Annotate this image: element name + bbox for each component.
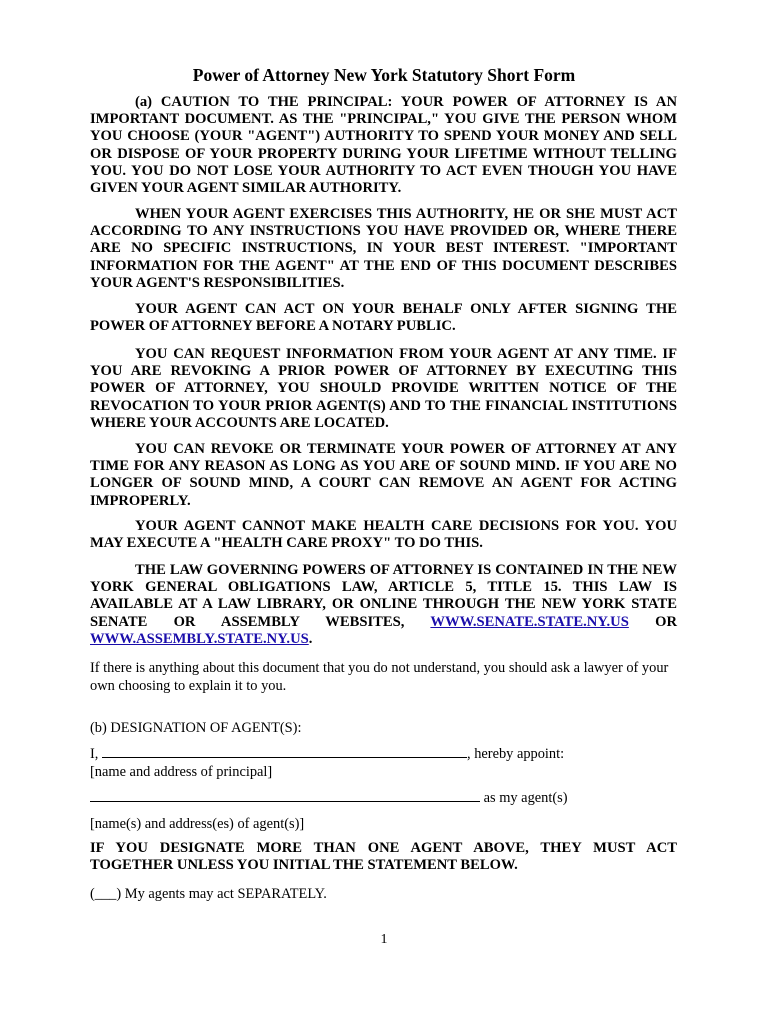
assembly-website-link[interactable]: WWW.ASSEMBLY.STATE.NY.US [90, 630, 309, 647]
health-care-paragraph: YOUR AGENT CANNOT MAKE HEALTH CARE DECISIONS FOR YOU. YOU MAY EXECUTE A "HEALTH CARE PROXY" TO DO THIS. [90, 518, 677, 552]
agent-line: as my agent(s) [90, 789, 680, 807]
agent-caption: [name(s) and address(es) of agent(s)] [90, 816, 305, 832]
governing-law-paragraph: THE LAW GOVERNING POWERS OF ATTORNEY IS CONTAINED IN THE NEW YORK GENERAL OBLIGATIONS LAW, ARTICLE 5, TITLE 15. THIS LAW IS AVAILABLE AT A LAW LIBRARY, OR ONLINE THROUGH THE NEW YORK STATE SENATE OR ASSEMBLY WEBSITES, WWW.SENATE.STATE.NY.US OR WWW.ASSEMBLY.STATE.NY.US. [90, 562, 677, 647]
initial-blank[interactable]: (___) [90, 886, 122, 902]
senate-website-link[interactable]: WWW.SENATE.STATE.NY.US [430, 613, 629, 630]
notary-paragraph: YOUR AGENT CAN ACT ON YOUR BEHALF ONLY AFTER SIGNING THE POWER OF ATTORNEY BEFORE A NOTARY PUBLIC. [90, 301, 677, 335]
agent-exercise-paragraph: WHEN YOUR AGENT EXERCISES THIS AUTHORITY, HE OR SHE MUST ACT ACCORDING TO ANY INSTRUCTIONS YOU HAVE PROVIDED OR, WHERE THERE ARE NO SPECIFIC INSTRUCTIONS, IN YOUR BEST INTEREST. "IMPORTANT INFORMATION FOR THE AGENT" AT THE END OF THIS DOCUMENT DESCRIBES YOUR AGENT'S RESPONSIBILITIES. [90, 206, 677, 291]
revoke-paragraph: YOU CAN REVOKE OR TERMINATE YOUR POWER OF ATTORNEY AT ANY TIME FOR ANY REASON AS LONG AS YOU ARE OF SOUND MIND. IF YOU ARE NO LONGER OF SOUND MIND, A COURT CAN REMOVE AN AGENT FOR ACTING IMPROPERLY. [90, 441, 677, 509]
principal-name-blank[interactable] [102, 745, 467, 758]
act-separately-option: (___) My agents may act SEPARATELY. [90, 886, 327, 902]
principal-caption: [name and address of principal] [90, 764, 273, 780]
agent-name-blank[interactable] [90, 789, 480, 802]
principal-line: I, , hereby appoint: [90, 746, 565, 762]
designation-heading: (b) DESIGNATION OF AGENT(S): [90, 720, 302, 736]
request-information-paragraph: YOU CAN REQUEST INFORMATION FROM YOUR AGENT AT ANY TIME. IF YOU ARE REVOKING A PRIOR POWER OF ATTORNEY BY EXECUTING THIS POWER OF ATTORNEY, YOU SHOULD PROVIDE WRITTEN NOTICE OF THE REVOCATION TO YOUR PRIOR AGENT(S) AND TO THE FINANCIAL INSTITUTIONS WHERE YOUR ACCOUNTS ARE LOCATED. [90, 346, 677, 431]
document-title: Power of Attorney New York Statutory Short Form [192, 65, 576, 85]
caution-paragraph: (a) CAUTION TO THE PRINCIPAL: YOUR POWER OF ATTORNEY IS AN IMPORTANT DOCUMENT. AS THE "PRINCIPAL," YOU GIVE THE PERSON WHOM YOU CHOOSE (YOUR "AGENT") AUTHORITY TO SPEND YOUR MONEY AND SELL OR DISPOSE OF YOUR PROPERTY DURING YOUR LIFETIME WITHOUT TELLING YOU. YOU DO NOT LOSE YOUR AUTHORITY TO ACT EVEN THOUGH YOU HAVE GIVEN YOUR AGENT SIMILAR AUTHORITY. [90, 94, 677, 197]
multiple-agents-notice: IF YOU DESIGNATE MORE THAN ONE AGENT ABOVE, THEY MUST ACT TOGETHER UNLESS YOU INITIAL THE STATEMENT BELOW. [90, 840, 677, 874]
lawyer-advice-text: If there is anything about this document that you do not understand, you should ask a lawyer of your own choosing to explain it to you. [90, 660, 669, 694]
page-number: 1 [380, 932, 388, 947]
